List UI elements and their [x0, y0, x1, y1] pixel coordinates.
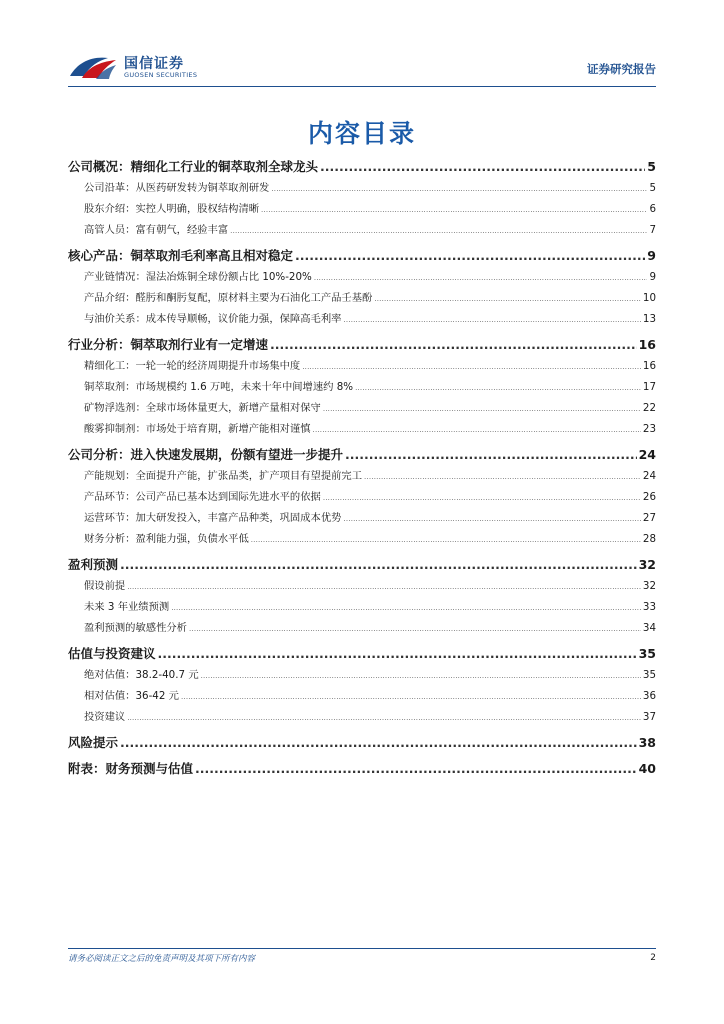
toc-entry-page: 16	[642, 360, 656, 372]
toc-entry-label: 产品介绍：醛肟和酮肟复配，原材料主要为石油化工产品壬基酚	[84, 292, 373, 304]
toc-dot-leader	[271, 179, 647, 200]
toc-dot-leader	[355, 378, 641, 399]
toc-entry-label: 附表：财务预测与估值	[68, 761, 194, 776]
toc-entry-label: 运营环节：加大研发投入，丰富产品种类，巩固成本优势	[84, 512, 342, 524]
toc-entry-page: 24	[642, 470, 656, 482]
toc-subsection-entry[interactable]	[68, 487, 656, 508]
toc-subsection-entry[interactable]	[68, 597, 656, 618]
toc-dot-leader	[127, 708, 641, 729]
toc-dot-leader	[181, 687, 641, 708]
toc-dot-leader	[120, 553, 637, 576]
toc-subsection-entry[interactable]	[68, 508, 656, 529]
footer-disclaimer: 请务必阅读正文之后的免责声明及其项下所有内容	[68, 954, 256, 964]
toc-dot-leader	[230, 221, 647, 242]
toc-entry-page: 28	[642, 533, 656, 545]
toc-subsection-entry[interactable]	[68, 377, 656, 398]
toc-entry-label: 公司概况：精细化工行业的铜萃取剂全球龙头	[68, 159, 319, 174]
toc-entry-page: 32	[638, 557, 656, 572]
toc-entry-page: 7	[649, 224, 656, 236]
toc-dot-leader	[195, 757, 637, 780]
toc-dot-leader	[261, 200, 647, 221]
report-type-label: 证券研究报告	[587, 62, 656, 76]
toc-entry-label: 股东介绍：实控人明确，股权结构清晰	[84, 203, 260, 215]
toc-entry-page: 6	[649, 203, 656, 215]
toc-entry-label: 相对估值：36-42 元	[84, 690, 179, 702]
toc-subsection-entry[interactable]	[68, 356, 656, 377]
logo-chinese-name: 国信证券	[124, 56, 184, 72]
toc-entry-page: 32	[642, 580, 656, 592]
toc-subsection-entry[interactable]	[68, 398, 656, 419]
toc-entry-label: 与油价关系：成本传导顺畅，议价能力强，保障高毛利率	[84, 313, 342, 325]
toc-dot-leader	[295, 244, 645, 267]
toc-entry-page: 36	[642, 690, 656, 702]
toc-subsection-entry[interactable]	[68, 686, 656, 707]
toc-entry-page: 9	[649, 271, 656, 283]
toc-dot-leader	[251, 530, 641, 551]
toc-entry-label: 公司分析：进入快速发展期，份额有望进一步提升	[68, 447, 344, 462]
footer-divider	[68, 948, 656, 949]
toc-title: 内容目录	[307, 119, 416, 148]
toc-dot-leader	[345, 443, 637, 466]
toc-subsection-entry[interactable]	[68, 707, 656, 728]
toc-entry-page: 24	[638, 447, 656, 462]
toc-entry-label: 盈利预测	[68, 557, 119, 572]
toc-dot-leader	[120, 731, 637, 754]
toc-entry-label: 绝对估值：38.2-40.7 元	[84, 669, 199, 681]
table-of-contents	[68, 152, 656, 780]
toc-section-entry[interactable]	[68, 443, 656, 466]
toc-entry-label: 酸雾抑制剂：市场处于培育期，新增产能相对谨慎	[84, 423, 311, 435]
toc-entry-page: 38	[638, 735, 656, 750]
toc-entry-page: 16	[638, 337, 656, 352]
toc-section-entry[interactable]	[68, 155, 656, 178]
toc-subsection-entry[interactable]	[68, 309, 656, 330]
toc-entry-page: 9	[647, 248, 656, 263]
toc-entry-page: 10	[642, 292, 656, 304]
toc-subsection-entry[interactable]	[68, 220, 656, 241]
toc-section-entry[interactable]	[68, 553, 656, 576]
toc-entry-page: 33	[642, 601, 656, 613]
guosen-logo	[68, 50, 218, 82]
toc-subsection-entry[interactable]	[68, 199, 656, 220]
toc-dot-leader	[189, 619, 641, 640]
toc-dot-leader	[323, 488, 641, 509]
toc-subsection-entry[interactable]	[68, 267, 656, 288]
toc-entry-page: 22	[642, 402, 656, 414]
toc-entry-page: 5	[649, 182, 656, 194]
toc-dot-leader	[302, 357, 641, 378]
toc-entry-page: 37	[642, 711, 656, 723]
toc-entry-label: 矿物浮选剂：全球市场体量更大，新增产量相对保守	[84, 402, 321, 414]
toc-entry-label: 精细化工：一轮一轮的经济周期提升市场集中度	[84, 360, 301, 372]
toc-entry-label: 假设前提	[84, 580, 126, 592]
toc-entry-label: 行业分析：铜萃取剂行业有一定增速	[68, 337, 269, 352]
toc-dot-leader	[343, 310, 640, 331]
toc-dot-leader	[201, 666, 641, 687]
toc-dot-leader	[127, 577, 641, 598]
toc-entry-page: 35	[642, 669, 656, 681]
toc-section-entry[interactable]	[68, 731, 656, 754]
toc-subsection-entry[interactable]	[68, 529, 656, 550]
toc-entry-label: 公司沿革：从医药研发转为铜萃取剂研发	[84, 182, 270, 194]
toc-entry-page: 34	[642, 622, 656, 634]
toc-entry-label: 铜萃取剂：市场规模约 1.6 万吨，未来十年中间增速约 8%	[84, 381, 354, 393]
toc-entry-page: 5	[647, 159, 656, 174]
toc-entry-page: 26	[642, 491, 656, 503]
toc-dot-leader	[320, 155, 645, 178]
page-number: 2	[650, 953, 656, 963]
toc-subsection-entry[interactable]	[68, 288, 656, 309]
toc-entry-label: 盈利预测的敏感性分析	[84, 622, 187, 634]
toc-section-entry[interactable]	[68, 244, 656, 267]
toc-dot-leader	[343, 509, 640, 530]
toc-entry-page: 40	[638, 761, 656, 776]
toc-subsection-entry[interactable]	[68, 466, 656, 487]
toc-entry-label: 风险提示	[68, 735, 119, 750]
toc-entry-page: 17	[642, 381, 656, 393]
toc-entry-label: 产品环节：公司产品已基本达到国际先进水平的依据	[84, 491, 321, 503]
page-header	[68, 50, 656, 82]
toc-dot-leader	[171, 598, 641, 619]
toc-section-entry[interactable]	[68, 642, 656, 665]
toc-entry-label: 投资建议	[84, 711, 126, 723]
logo-english-name: GUOSEN SECURITIES	[124, 71, 198, 79]
toc-section-entry[interactable]	[68, 333, 656, 356]
toc-subsection-entry[interactable]	[68, 576, 656, 597]
toc-entry-label: 产业链情况：湿法冶炼铜全球份额占比 10%-20%	[84, 271, 312, 283]
toc-entry-label: 估值与投资建议	[68, 646, 156, 661]
toc-entry-page: 13	[642, 313, 656, 325]
toc-dot-leader	[374, 289, 641, 310]
toc-dot-leader	[313, 420, 641, 441]
toc-entry-page: 23	[642, 423, 656, 435]
toc-subsection-entry[interactable]	[68, 665, 656, 686]
toc-dot-leader	[364, 467, 641, 488]
toc-entry-page: 35	[638, 646, 656, 661]
toc-subsection-entry[interactable]	[68, 178, 656, 199]
toc-dot-leader	[314, 268, 648, 289]
toc-entry-label: 高管人员：富有朝气，经验丰富	[84, 224, 229, 236]
toc-dot-leader	[158, 642, 637, 665]
toc-subsection-entry[interactable]	[68, 618, 656, 639]
toc-entry-label: 产能规划：全面提升产能，扩张品类，扩产项目有望提前完工	[84, 470, 363, 482]
toc-entry-page: 27	[642, 512, 656, 524]
toc-entry-label: 财务分析：盈利能力强，负债水平低	[84, 533, 249, 545]
header-divider	[68, 86, 656, 87]
toc-subsection-entry[interactable]	[68, 419, 656, 440]
toc-entry-label: 未来 3 年业绩预测	[84, 601, 170, 613]
toc-section-entry[interactable]	[68, 757, 656, 780]
toc-dot-leader	[323, 399, 641, 420]
toc-dot-leader	[270, 333, 637, 356]
guosen-logo-mark-icon	[68, 52, 118, 80]
toc-entry-label: 核心产品：铜萃取剂毛利率高且相对稳定	[68, 248, 294, 263]
